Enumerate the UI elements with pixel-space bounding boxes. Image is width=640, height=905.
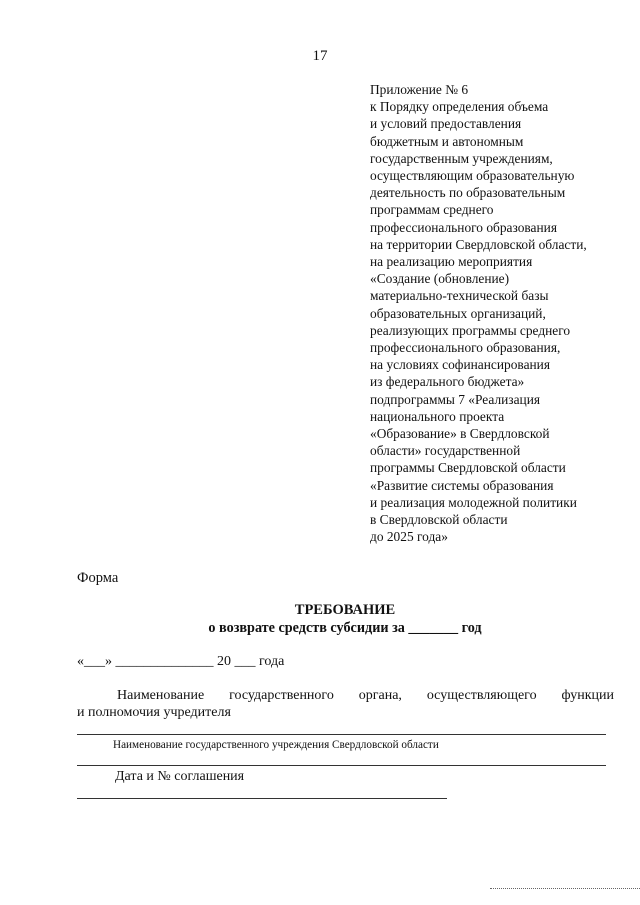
appendix-line: из федерального бюджета» [370, 374, 525, 390]
appendix-line: и условий предоставления [370, 116, 522, 132]
agreement-fill-line [77, 798, 447, 799]
agreement-label: Дата и № соглашения [115, 769, 245, 784]
appendix-line: «Развитие системы образования [370, 477, 554, 493]
appendix-line: в Свердловской области [370, 512, 508, 528]
appendix-line: программы Свердловской области [370, 460, 566, 476]
appendix-line: реализующих программы среднего [370, 322, 571, 338]
appendix-line: деятельность по образовательным [370, 185, 566, 201]
authority-label-line-1: Наименование государственного органа, осуществляющего функции [117, 688, 614, 703]
appendix-line: подпрограммы 7 «Реализация [370, 391, 541, 407]
appendix-line: государственным учреждениям, [370, 150, 553, 166]
appendix-line: Приложение № 6 [370, 82, 469, 97]
page-number: 17 [312, 48, 328, 64]
appendix-line: осуществляющим образовательную [370, 168, 575, 184]
authority-name-label [77, 687, 614, 721]
appendix-line: национального проекта [370, 408, 505, 424]
scan-edge-mark [490, 888, 640, 889]
appendix-line: до 2025 года» [370, 529, 448, 545]
document-title: ТРЕБОВАНИЕ [294, 602, 396, 618]
appendix-line: на территории Свердловской области, [370, 236, 587, 252]
authority-fill-line [77, 734, 606, 735]
appendix-line: области» государственной [370, 443, 521, 459]
institution-fill-line [77, 765, 606, 766]
appendix-line: к Порядку определения объема [370, 99, 549, 115]
appendix-line: и реализация молодежной политики [370, 494, 577, 510]
document-subtitle: о возврате средств субсидии за _______ год [208, 620, 482, 636]
appendix-line: на реализацию мероприятия [370, 254, 533, 270]
appendix-header [370, 81, 635, 545]
appendix-line: «Создание (обновление) [370, 271, 510, 287]
institution-caption: Наименование государственного учреждения Свердловской области [113, 739, 439, 751]
appendix-line: образовательных организаций, [370, 305, 546, 321]
form-label: Форма [77, 570, 119, 586]
appendix-line: программам среднего [370, 202, 494, 218]
appendix-line: профессионального образования, [370, 340, 561, 356]
appendix-line: «Образование» в Свердловской [370, 426, 550, 442]
appendix-line: профессионального образования [370, 219, 557, 235]
date-line: «___» ______________ 20 ___ года [77, 654, 285, 669]
appendix-line: бюджетным и автономным [370, 133, 524, 149]
appendix-line: на условиях софинансирования [370, 357, 551, 373]
authority-label-line-2: и полномочия учредителя [77, 705, 231, 720]
appendix-line: материально-технической базы [370, 288, 549, 304]
